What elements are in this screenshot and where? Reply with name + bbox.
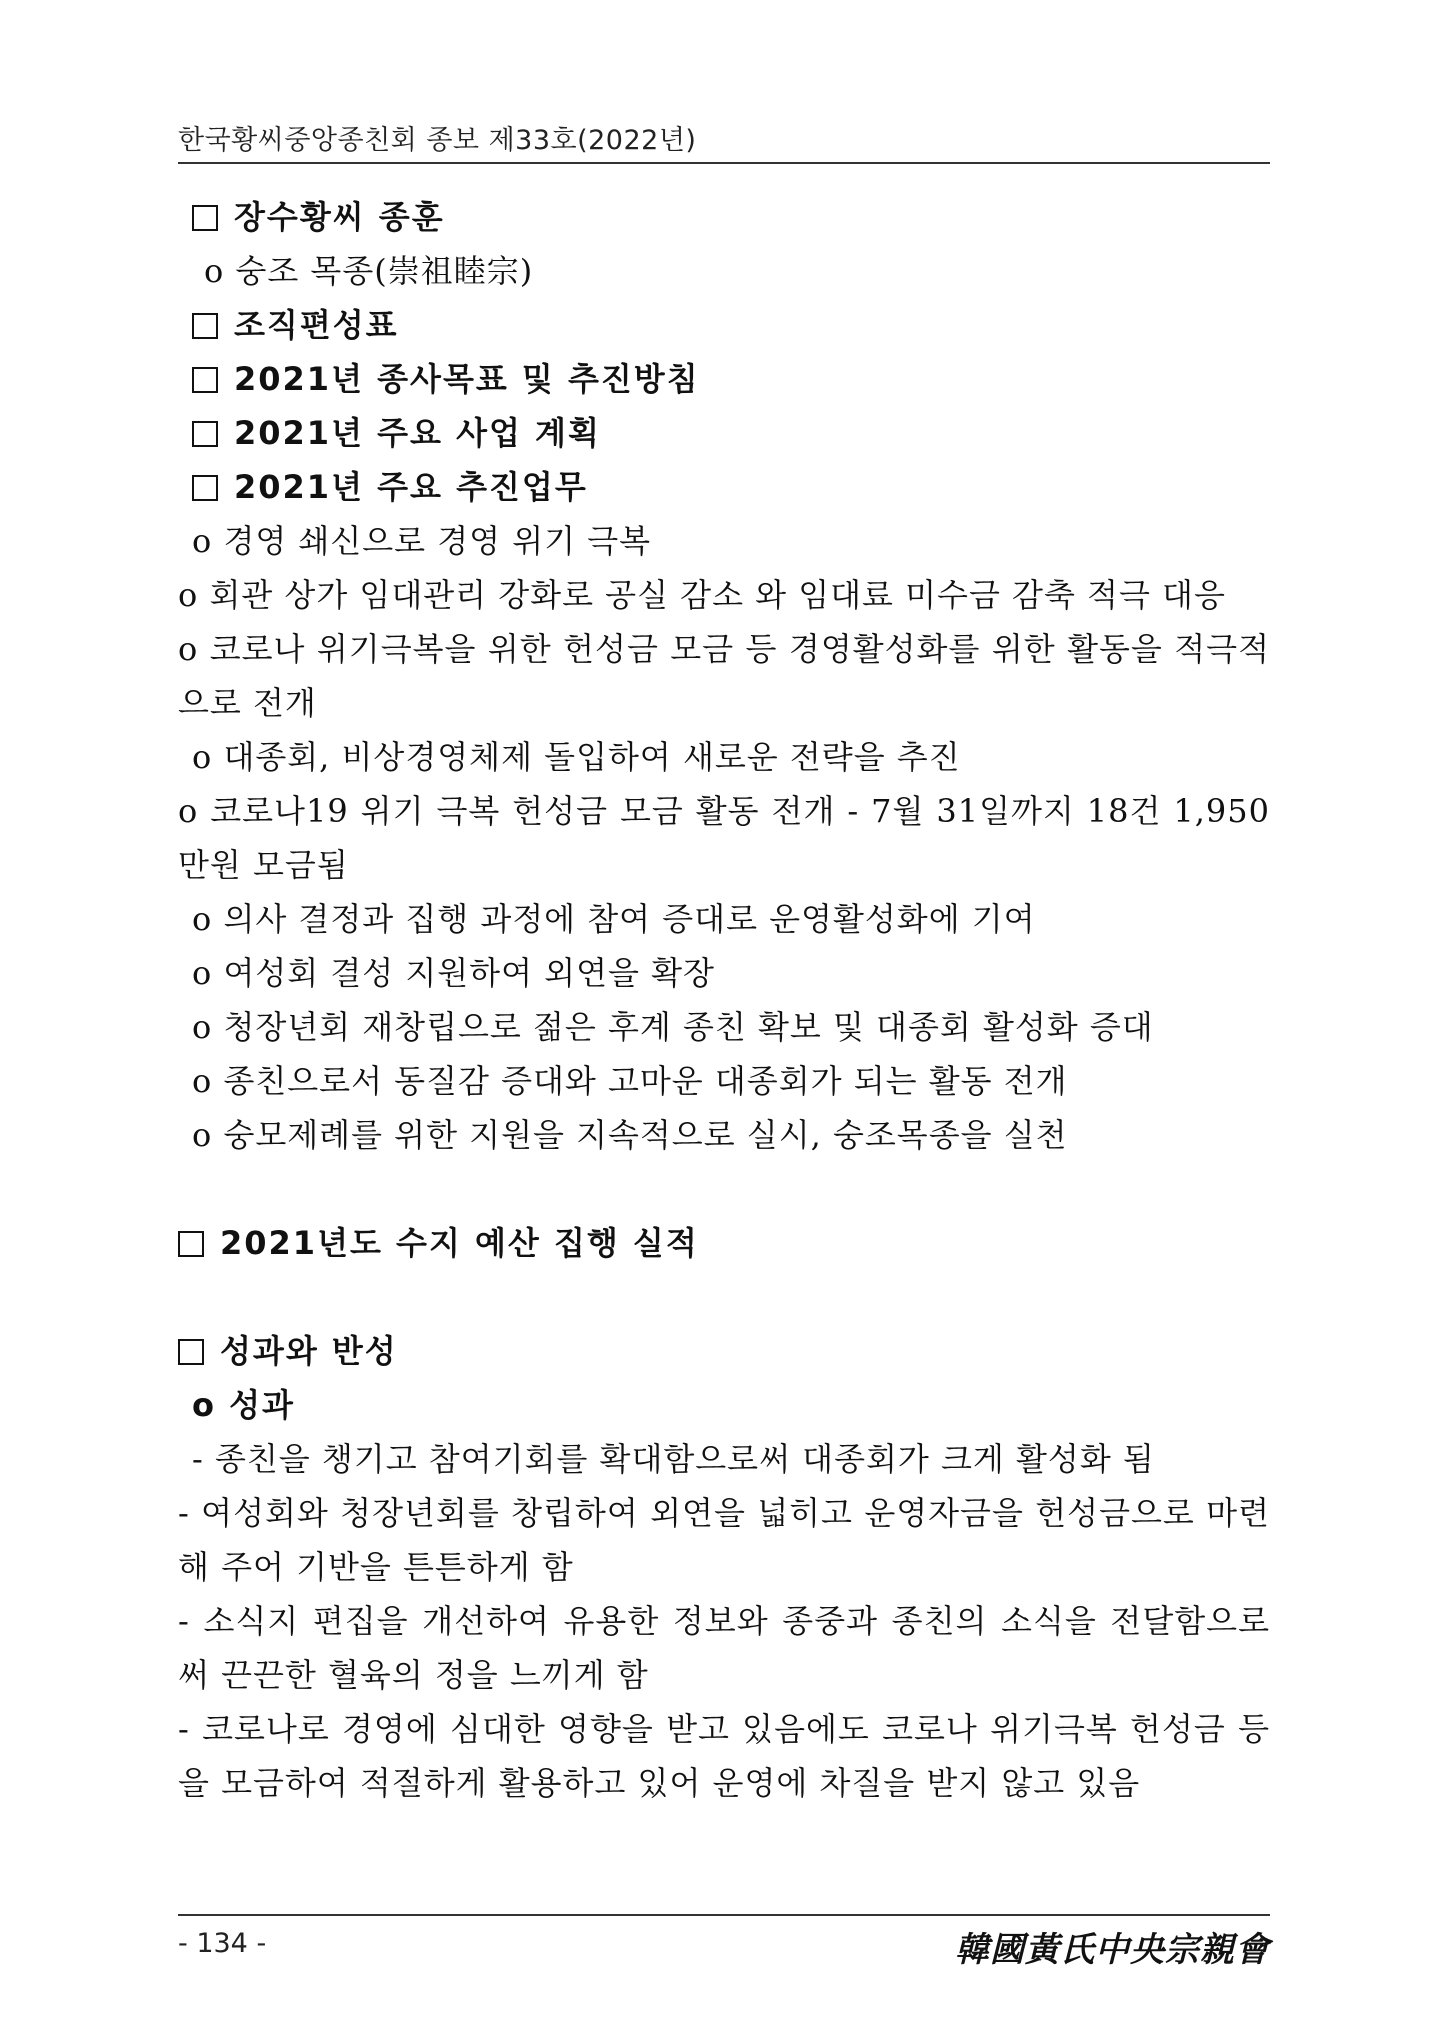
list-item: ο 의사 결정과 집행 과정에 참여 증대로 운영활성화에 기여 bbox=[192, 900, 1036, 938]
section-heading bbox=[178, 190, 1270, 244]
footer-divider bbox=[178, 1914, 1270, 1916]
checkbox-square-icon bbox=[192, 313, 218, 339]
list-item: ο 경영 쇄신으로 경영 위기 극복 bbox=[192, 522, 652, 560]
heading-text: 2021년도 수지 예산 집행 실적 bbox=[220, 1224, 699, 1262]
section-heading bbox=[178, 352, 1270, 406]
list-item: ο 대종회, 비상경영체제 돌입하여 새로운 전략을 추진 bbox=[192, 738, 961, 776]
section-heading bbox=[178, 1216, 1270, 1270]
list-item: ο 청장년회 재창립으로 젊은 후계 종친 확보 및 대종회 활성화 증대 bbox=[192, 1008, 1154, 1046]
spacer bbox=[178, 1270, 1270, 1324]
checkbox-square-icon bbox=[192, 421, 218, 447]
page-content bbox=[178, 190, 1270, 1810]
list-item: ο 코로나19 위기 극복 헌성금 모금 활동 전개 - 7월 31일까지 18건 1,950만원 모금됨 bbox=[178, 792, 1270, 884]
header-divider bbox=[178, 162, 1270, 164]
section-heading bbox=[178, 1324, 1270, 1378]
list-item: ο 여성회 결성 지원하여 외연을 확장 bbox=[192, 954, 715, 992]
list-item: ο 회관 상가 임대관리 강화로 공실 감소 와 임대료 미수금 감축 적극 대응 bbox=[178, 576, 1226, 614]
checkbox-square-icon bbox=[178, 1231, 204, 1257]
heading-text: 장수황씨 종훈 bbox=[234, 198, 445, 236]
checkbox-square-icon bbox=[192, 367, 218, 393]
list-item: ο 코로나 위기극복을 위한 헌성금 모금 등 경영활성화를 위한 활동을 적극적으로 전개 bbox=[178, 630, 1270, 722]
heading-text: 성과와 반성 bbox=[220, 1332, 398, 1370]
heading-text: 2021년 주요 사업 계획 bbox=[234, 414, 601, 452]
checkbox-square-icon bbox=[192, 475, 218, 501]
checkbox-square-icon bbox=[178, 1339, 204, 1365]
sub-heading: ο 성과 bbox=[192, 1386, 295, 1424]
list-item: - 소식지 편집을 개선하여 유용한 정보와 종중과 종친의 소식을 전달함으로써 끈끈한 혈육의 정을 느끼게 함 bbox=[178, 1602, 1270, 1694]
section-heading bbox=[178, 298, 1270, 352]
page-header: 한국황씨중앙종친회 종보 제33호(2022년) bbox=[178, 125, 697, 156]
section-heading bbox=[178, 460, 1270, 514]
section-heading bbox=[178, 406, 1270, 460]
list-item: - 코로나로 경영에 심대한 영향을 받고 있음에도 코로나 위기극복 헌성금 등을 모금하여 적절하게 활용하고 있어 운영에 차질을 받지 않고 있음 bbox=[178, 1710, 1270, 1802]
list-item: ο 숭모제례를 위한 지원을 지속적으로 실시, 숭조목종을 실천 bbox=[192, 1116, 1068, 1154]
heading-text: 2021년 주요 추진업무 bbox=[234, 468, 588, 506]
list-item: - 종친을 챙기고 참여기회를 확대함으로써 대종회가 크게 활성화 됨 bbox=[192, 1440, 1155, 1478]
page-number: - 134 - bbox=[178, 1928, 267, 1959]
list-item: - 여성회와 청장년회를 창립하여 외연을 넓히고 운영자금을 헌성금으로 마련해 주어 기반을 튼튼하게 함 bbox=[178, 1494, 1270, 1586]
list-item: ο 숭조 목종(崇祖睦宗) bbox=[204, 252, 534, 290]
organization-seal-logo: 韓國黃氏中央宗親會 bbox=[955, 1930, 1270, 1970]
spacer bbox=[178, 1162, 1270, 1216]
heading-text: 2021년 종사목표 및 추진방침 bbox=[234, 360, 700, 398]
list-item: ο 종친으로서 동질감 증대와 고마운 대종회가 되는 활동 전개 bbox=[192, 1062, 1068, 1100]
checkbox-square-icon bbox=[192, 205, 218, 231]
heading-text: 조직편성표 bbox=[234, 306, 399, 344]
